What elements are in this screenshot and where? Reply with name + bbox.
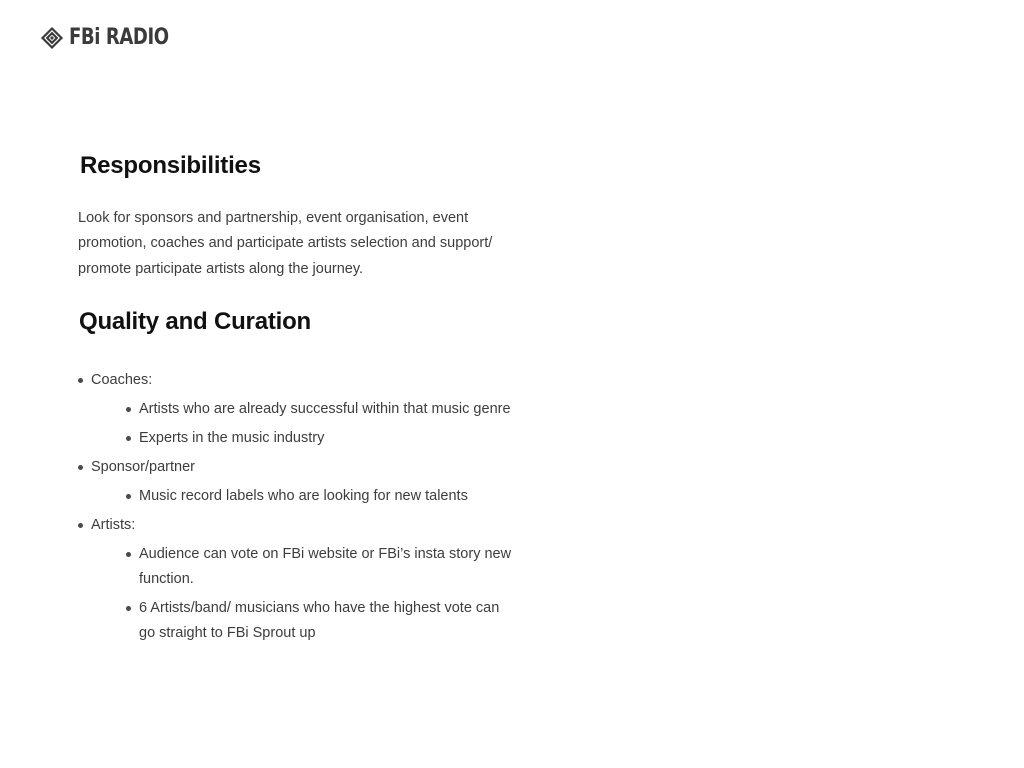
- list-item-text: Music record labels who are looking for new talents: [139, 487, 468, 504]
- list-item: [126, 397, 518, 422]
- brand-header[interactable]: [40, 26, 191, 50]
- list-item: [126, 426, 518, 451]
- list-item-text: Experts in the music industry: [139, 429, 325, 446]
- sponsor-sublist: [91, 484, 518, 509]
- list-item-text: Artists who are already successful within that music genre: [139, 400, 511, 417]
- list-item-label: Artists:: [91, 516, 136, 533]
- responsibilities-text: Look for sponsors and partnership, event organisation, event promotion, coaches and participate artists selection and support/ promote participate artists along the journey.: [78, 210, 493, 277]
- bullet-dot: [126, 552, 131, 557]
- list-item-label: Sponsor/partner: [91, 458, 195, 475]
- responsibilities-heading: Responsibilities: [80, 152, 261, 179]
- bullet-dot: [78, 465, 83, 470]
- quality-curation-heading: Quality and Curation: [79, 307, 312, 335]
- list-item-artists: [78, 513, 518, 646]
- main-content: [78, 150, 518, 646]
- coaches-sublist: [91, 397, 518, 451]
- artists-sublist: [91, 542, 518, 646]
- bullet-dot: [126, 494, 131, 499]
- bullet-dot: [126, 407, 131, 412]
- list-item-text: Audience can vote on FBi website or FBi’s insta story new function.: [139, 545, 512, 587]
- brand-name: FBi RADIO: [69, 25, 169, 50]
- list-item: [126, 542, 518, 592]
- list-item: [126, 596, 518, 646]
- bullet-dot: [126, 436, 131, 441]
- curation-list: [78, 368, 518, 646]
- list-item-sponsor: [78, 455, 518, 509]
- bullet-dot: [78, 378, 83, 383]
- fbi-logo-icon: [40, 26, 64, 50]
- list-item-label: Coaches:: [91, 371, 153, 388]
- list-item-coaches: [78, 368, 518, 451]
- bullet-dot: [126, 606, 131, 611]
- list-item-text: 6 Artists/band/ musicians who have the highest vote can go straight to FBi Sprout up: [139, 599, 500, 641]
- list-item: [126, 484, 518, 509]
- bullet-dot: [78, 523, 83, 528]
